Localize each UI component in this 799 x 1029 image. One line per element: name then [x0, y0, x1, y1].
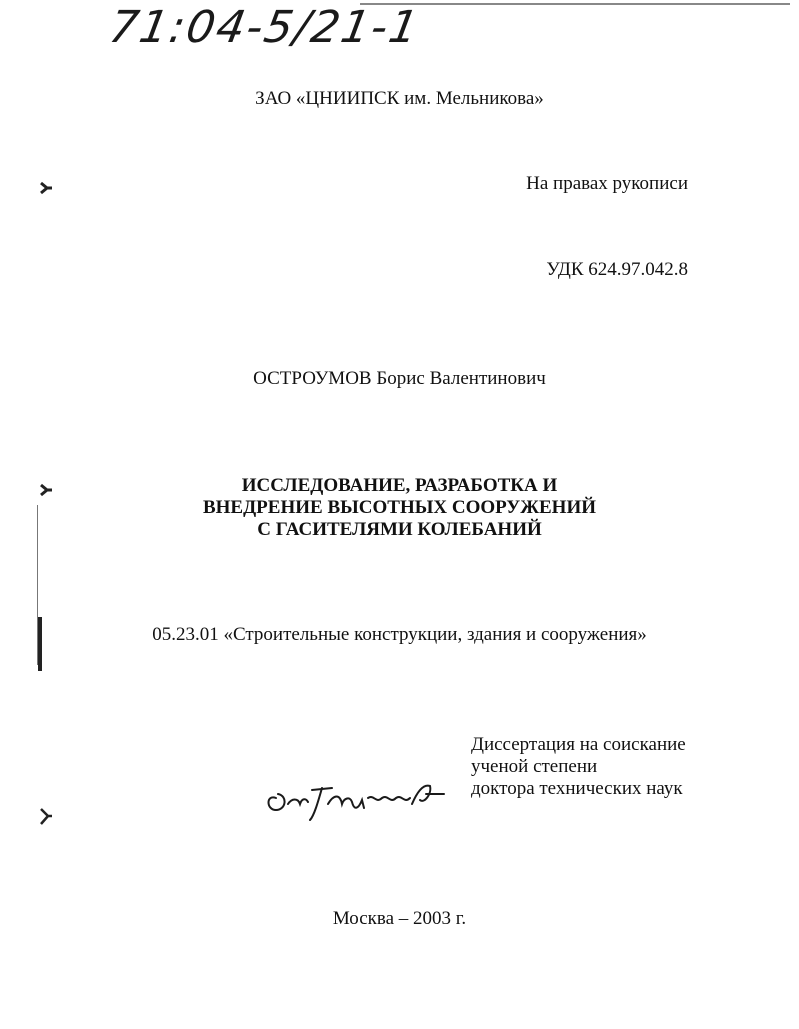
title-line-1: ИССЛЕДОВАНИЕ, РАЗРАБОТКА И: [241, 475, 558, 496]
dissertation-title: [0, 475, 799, 541]
archive-code-handwritten: 71:04-5/21-1: [105, 2, 424, 53]
margin-mark-icon: [38, 806, 54, 828]
title-line-3: С ГАСИТЕЛЯМИ КОЛЕБАНИЙ: [257, 519, 542, 540]
degree-line-2: ученой степени: [471, 756, 598, 777]
top-edge-line: [360, 3, 790, 5]
margin-mark-icon: [38, 180, 54, 196]
udk-code: УДК 624.97.042.8: [546, 259, 688, 280]
organization: ЗАО «ЦНИИПСК им. Мельникова»: [255, 88, 544, 109]
dissertation-degree: [471, 734, 686, 800]
title-line-2: ВНЕДРЕНИЕ ВЫСОТНЫХ СООРУЖЕНИЙ: [202, 497, 597, 518]
author-name: ОСТРОУМОВ Борис Валентинович: [253, 368, 546, 389]
degree-line-1: Диссертация на соискание: [471, 734, 686, 755]
specialty: 05.23.01 «Строительные конструкции, здания и сооружения»: [152, 624, 647, 645]
degree-line-3: доктора технических наук: [471, 778, 683, 799]
margin-mark-icon: [38, 482, 54, 498]
author-signature: [262, 764, 452, 824]
manuscript-rights: На правах рукописи: [526, 173, 688, 194]
margin-mark-icon: [36, 615, 46, 675]
city-year: Москва – 2003 г.: [332, 908, 467, 929]
